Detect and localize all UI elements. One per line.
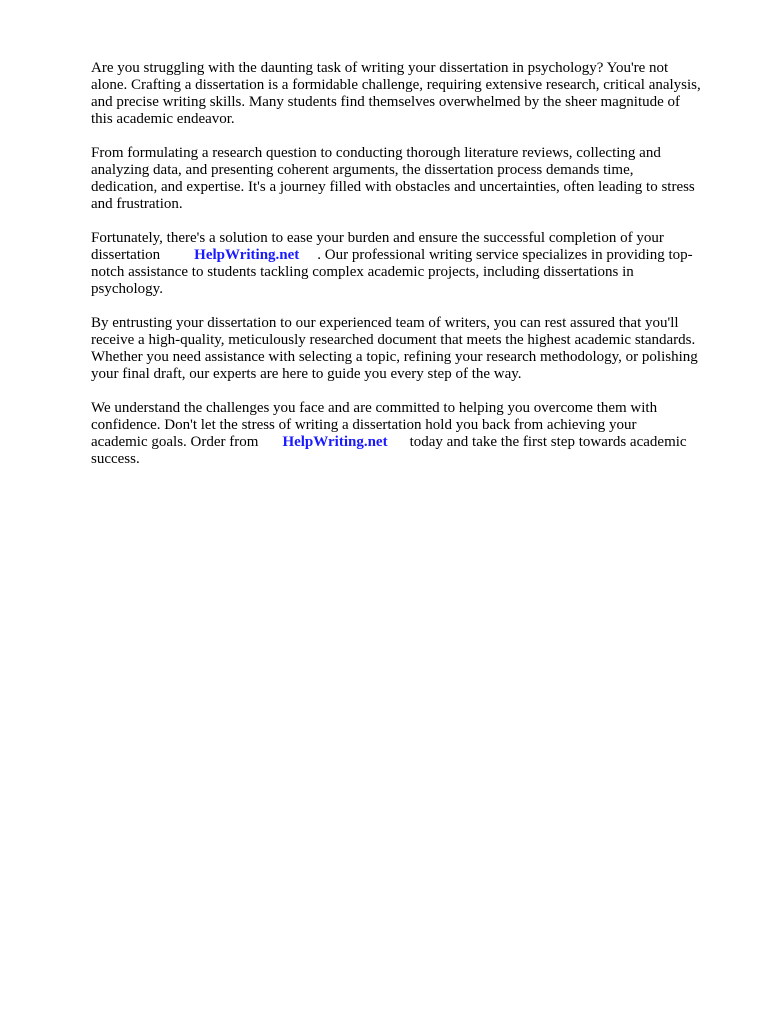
- text-line: this academic endeavor.: [91, 111, 235, 127]
- helpwriting-link[interactable]: HelpWriting.net: [194, 247, 300, 263]
- paragraph-process: [91, 145, 727, 213]
- text-line: By entrusting your dissertation to our experienced team of writers, you can rest assured that you'll: [91, 315, 679, 331]
- text-line: We understand the challenges you face and are committed to helping you overcome them with: [91, 400, 658, 416]
- text-line: dedication, and expertise. It's a journey filled with obstacles and uncertainties, often leading to stress: [91, 179, 695, 195]
- document-body: [91, 60, 727, 485]
- paragraph-solution: [91, 230, 727, 298]
- text-fragment: academic goals. Order from: [91, 434, 259, 450]
- text-line: alone. Crafting a dissertation is a formidable challenge, requiring extensive research, critical analysis,: [91, 77, 701, 93]
- text-line: and precise writing skills. Many students find themselves overwhelmed by the sheer magnitude of: [91, 94, 681, 110]
- text-line: Whether you need assistance with selecting a topic, refining your research methodology, or polishing: [91, 349, 698, 365]
- text-line-with-link: [91, 247, 727, 264]
- text-fragment: today and take the first step towards academic: [409, 434, 687, 450]
- text-line: confidence. Don't let the stress of writing a dissertation hold you back from achieving your: [91, 417, 637, 433]
- text-fragment: dissertation: [91, 247, 161, 263]
- text-line: success.: [91, 451, 140, 467]
- text-line: and frustration.: [91, 196, 183, 212]
- text-line: Fortunately, there's a solution to ease your burden and ensure the successful completion of your: [91, 230, 664, 246]
- text-line: psychology.: [91, 281, 163, 297]
- text-line-with-link: [91, 434, 727, 451]
- paragraph-team: [91, 315, 727, 383]
- text-line: From formulating a research question to conducting thorough literature reviews, collecting and: [91, 145, 661, 161]
- text-line: your final draft, our experts are here to guide you every step of the way.: [91, 366, 522, 382]
- text-line: analyzing data, and presenting coherent arguments, the dissertation process demands time,: [91, 162, 634, 178]
- text-line: notch assistance to students tackling complex academic projects, including dissertations in: [91, 264, 634, 280]
- text-line: Are you struggling with the daunting task of writing your dissertation in psychology? You're not: [91, 60, 669, 76]
- text-line: receive a high-quality, meticulously researched document that meets the highest academic standards.: [91, 332, 696, 348]
- text-fragment: . Our professional writing service specializes in providing top-: [317, 247, 693, 263]
- helpwriting-link[interactable]: HelpWriting.net: [282, 434, 388, 450]
- paragraph-intro: [91, 60, 727, 128]
- paragraph-closing: [91, 400, 727, 468]
